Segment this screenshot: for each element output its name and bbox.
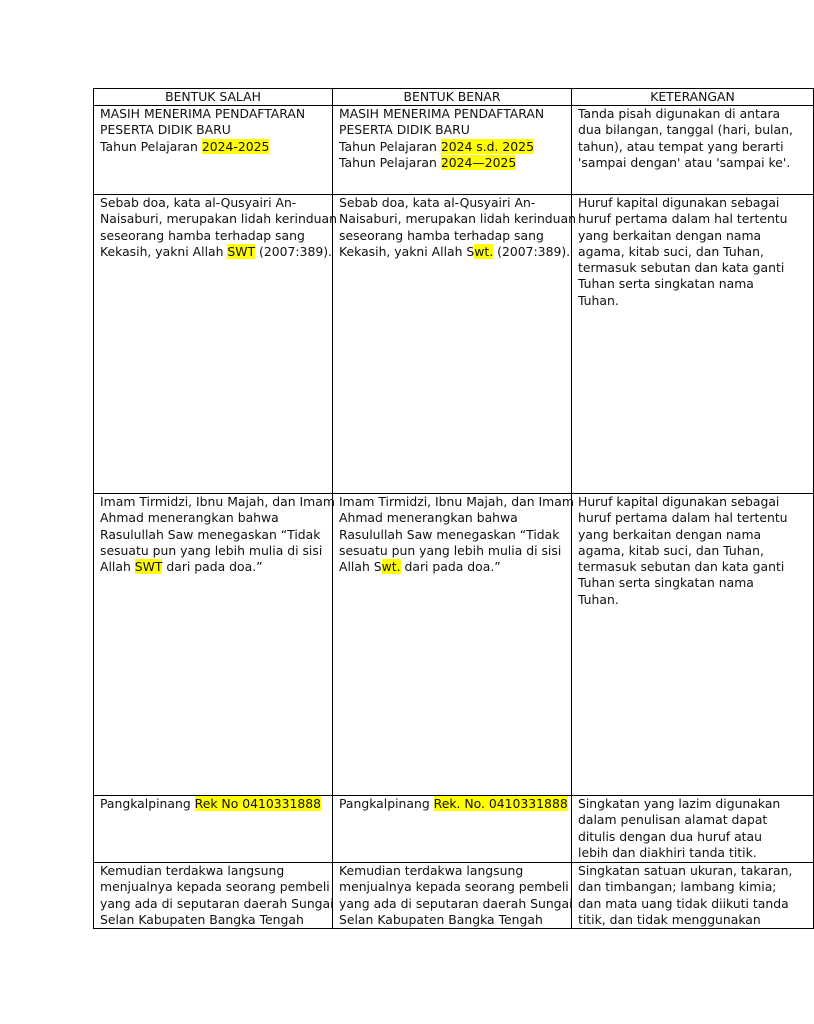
cell-benar: MASIH MENERIMA PENDAFTARAN PESERTA DIDIK BARU Tahun Pelajaran 2024 s.d. 2025 Tahun Pelajaran 2024—2025 xyxy=(333,106,572,195)
cell-keterangan: Singkatan satuan ukuran, takaran, dan timbangan; lambang kimia; dan mata uang tidak diikuti tanda titik, dan tidak menggunakan xyxy=(572,863,814,929)
cell-salah: Sebab doa, kata al-Qusyairi An- Naisaburi, merupakan lidah kerinduan seseorang hamba terhadap sang Kekasih, yakni Allah SWT (2007:389). xyxy=(94,195,333,494)
cell-salah: Kemudian terdakwa langsung menjualnya kepada seorang pembeli yang ada di seputaran daerah Sungai Selan Kabupaten Bangka Tengah xyxy=(94,863,333,929)
comparison-table xyxy=(93,88,814,929)
cell-keterangan: Huruf kapital digunakan sebagai huruf pertama dalam hal tertentu yang berkaitan dengan nama agama, kitab suci, dan Tuhan, termasuk sebutan dan kata ganti Tuhan serta singkatan nama Tuhan. xyxy=(572,494,814,796)
highlight-wrong: SWT xyxy=(227,243,256,259)
table-row xyxy=(94,863,814,929)
cell-benar: Kemudian terdakwa langsung menjualnya kepada seorang pembeli yang ada di seputaran daerah Sungai Selan Kabupaten Bangka Tengah xyxy=(333,863,572,929)
header-keterangan: KETERANGAN xyxy=(572,89,814,106)
cell-keterangan: Tanda pisah digunakan di antara dua bilangan, tanggal (hari, bulan, tahun), atau tempat yang berarti 'sampai dengan' atau 'sampai ke'. xyxy=(572,106,814,195)
table-header-row xyxy=(94,89,814,106)
cell-salah: Imam Tirmidzi, Ibnu Majah, dan Imam Ahmad menerangkan bahwa Rasulullah Saw menegaskan “Tidak sesuatu pun yang lebih mulia di sisi Allah SWT dari pada doa.” xyxy=(94,494,333,796)
table-row xyxy=(94,106,814,195)
cell-keterangan: Huruf kapital digunakan sebagai huruf pertama dalam hal tertentu yang berkaitan dengan nama agama, kitab suci, dan Tuhan, termasuk sebutan dan kata ganti Tuhan serta singkatan nama Tuhan. xyxy=(572,195,814,494)
cell-benar: Sebab doa, kata al-Qusyairi An- Naisaburi, merupakan lidah kerinduan seseorang hamba terhadap sang Kekasih, yakni Allah Swt. (2007:389). xyxy=(333,195,572,494)
highlight-correct: 2024 s.d. 2025 xyxy=(440,138,534,154)
cell-benar: Imam Tirmidzi, Ibnu Majah, dan Imam Ahmad menerangkan bahwa Rasulullah Saw menegaskan “Tidak sesuatu pun yang lebih mulia di sisi Allah Swt. dari pada doa.” xyxy=(333,494,572,796)
highlight-correct: 2024—2025 xyxy=(440,154,517,170)
header-bentuk-benar: BENTUK BENAR xyxy=(333,89,572,106)
header-bentuk-salah: BENTUK SALAH xyxy=(94,89,333,106)
cell-keterangan: Singkatan yang lazim digunakan dalam penulisan alamat dapat ditulis dengan dua huruf atau lebih dan diakhiri tanda titik. xyxy=(572,796,814,863)
highlight-wrong: Rek No 0410331888 xyxy=(194,796,322,811)
highlight-correct: wt. xyxy=(381,559,401,575)
cell-salah: Pangkalpinang Rek No 0410331888 xyxy=(94,796,333,863)
highlight-wrong: SWT xyxy=(134,559,163,575)
cell-benar: Pangkalpinang Rek. No. 0410331888 xyxy=(333,796,572,863)
cell-salah: MASIH MENERIMA PENDAFTARAN PESERTA DIDIK BARU Tahun Pelajaran 2024-2025 xyxy=(94,106,333,195)
highlight-correct: Rek. No. 0410331888 xyxy=(433,796,568,811)
table-row xyxy=(94,494,814,796)
highlight-wrong: 2024-2025 xyxy=(201,138,270,154)
table-row xyxy=(94,796,814,863)
table-row xyxy=(94,195,814,494)
highlight-correct: wt. xyxy=(474,243,494,259)
